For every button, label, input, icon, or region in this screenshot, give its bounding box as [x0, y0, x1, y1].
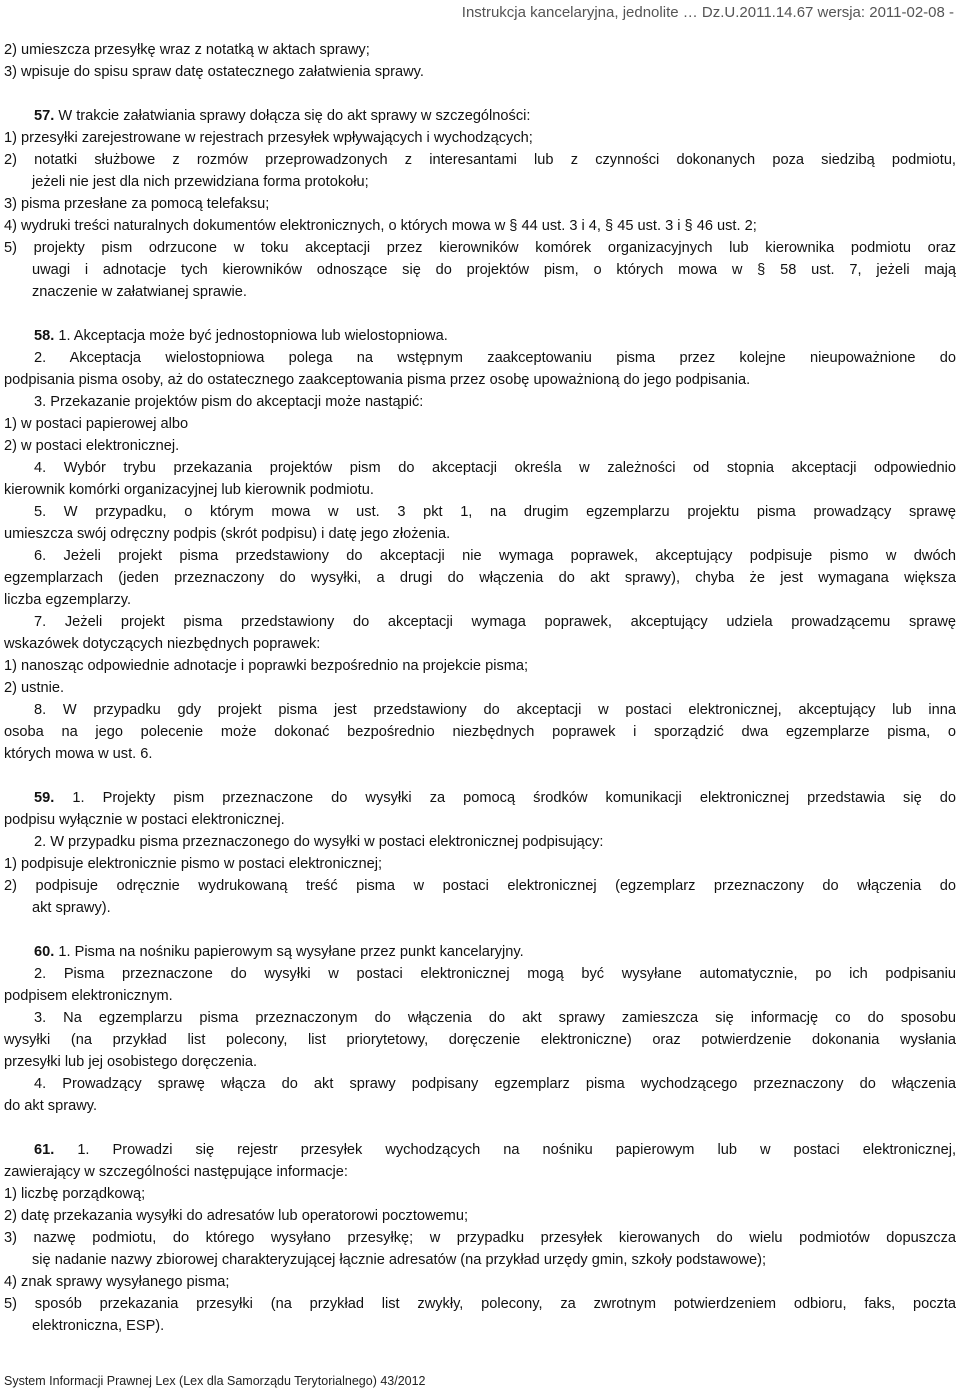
text-line: 2. Pisma przeznaczone do wysyłki w postaci elektronicznej mogą być wysyłane automatycznie, po ich podpisaniu — [34, 966, 956, 982]
section-number: 61. — [34, 1142, 55, 1158]
section-number: 58. — [34, 328, 55, 344]
text-line: do akt sprawy. — [4, 1098, 98, 1114]
text-line: 4. Prowadzący sprawę włącza do akt sprawy podpisany egzemplarz pisma wychodzącego przeznaczony do włączenia — [34, 1076, 956, 1092]
text-line: 4. Wybór trybu przekazania projektów pism do akceptacji określa w zależności od stopnia akceptacji odpowiednio — [34, 460, 956, 476]
text-line: podpisania pisma osoby, aż do ostatecznego zaakceptowania pisma przez osobę upoważnioną do jego podpisania. — [4, 372, 751, 388]
text-line: 1) nanosząc odpowiednie adnotacje i poprawki bezpośrednio na projekcie pisma; — [4, 658, 529, 674]
text-line: akt sprawy). — [32, 900, 111, 916]
text-line: 8. W przypadku gdy projekt pisma jest przedstawiony do akceptacji w postaci elektronicznej, akceptujący lub inna — [34, 702, 956, 718]
text-line: 2) notatki służbowe z rozmów przeprowadzonych z interesantami lub z czynności dokonanych poza siedzibą podmiotu, — [4, 152, 956, 168]
text-line: 6. Jeżeli projekt pisma przedstawiony do akceptacji nie wymaga poprawek, akceptujący podpisuje pismo w dwóch — [34, 548, 956, 564]
text-line: umieszcza swój odręczny podpis (skrót podpisu) i datę jego złożenia. — [4, 526, 451, 542]
text-line: 1. Akceptacja może być jednostopniowa lub wielostopniowa. — [58, 328, 448, 344]
section-58-heading — [4, 325, 956, 347]
section-57-heading — [4, 105, 956, 127]
text-line: 2) podpisuje odręcznie wydrukowaną treść pisma w postaci elektronicznej (egzemplarz przeznaczony do włączenia do — [4, 878, 956, 894]
text-line: egzemplarzach (jeden przeznaczony do wysyłki, a drugi do włączenia do akt sprawy), chyba że jest wymagana większa — [4, 570, 956, 586]
text-line: podpisu wyłącznie w postaci elektronicznej. — [4, 812, 285, 828]
text-line: 2) ustnie. — [4, 680, 65, 696]
text-line: 4) znak sprawy wysyłanego pisma; — [4, 1274, 230, 1290]
text-line: 4) wydruki treści naturalnych dokumentów elektronicznych, o których mowa w § 44 ust. 3 i 4, § 45 ust. 3 i § 46 ust. 2; — [4, 218, 757, 234]
text-line: 1) liczbę porządkową; — [4, 1186, 146, 1202]
text-line: 1. Prowadzi się rejestr przesyłek wychodzących na nośniku papierowym lub w postaci elektronicznej, — [77, 1142, 956, 1158]
text-line: 3) wpisuje do spisu spraw datę ostatecznego załatwienia sprawy. — [4, 64, 424, 80]
text-line: 2. Akceptacja wielostopniowa polega na wstępnym zaakceptowaniu pisma przez kolejne nieupoważnione do — [34, 350, 956, 366]
text-line: wskazówek dotyczących niezbędnych poprawek: — [4, 636, 321, 652]
section-number: 59. — [34, 790, 55, 806]
text-line: 1) podpisuje elektronicznie pismo w postaci elektronicznej; — [4, 856, 383, 872]
section-61-heading — [4, 1139, 956, 1161]
text-line: W trakcie załatwiania sprawy dołącza się do akt sprawy w szczególności: — [58, 108, 531, 124]
section-number: 60. — [34, 944, 55, 960]
page-header: Instrukcja kancelaryjna, jednolite … Dz.U.2011.14.67 wersja: 2011-02-08 - — [461, 4, 954, 21]
text-line: 5) sposób przekazania przesyłki (na przykład list zwykły, polecony, za zwrotnym potwierdzeniem odbioru, faks, poczta — [4, 1296, 956, 1312]
text-line: zawierający w szczególności następujące informacje: — [4, 1164, 348, 1180]
text-line: liczba egzemplarzy. — [4, 592, 132, 608]
text-line: 1. Projekty pism przeznaczone do wysyłki za pomocą środków komunikacji elektronicznej przedstawia się do — [72, 790, 956, 806]
section-59-heading — [4, 787, 956, 809]
text-line: przesyłki lub jej osobistego doręczenia. — [4, 1054, 258, 1070]
text-line: jeżeli nie jest dla nich przewidziana forma protokołu; — [32, 174, 369, 190]
page-footer: System Informacji Prawnej Lex (Lex dla Samorządu Terytorialnego) 43/2012 — [4, 1374, 426, 1388]
text-line: 5. W przypadku, o którym mowa w ust. 3 pkt 1, na drugim egzemplarzu projektu pisma prowadzący sprawę — [34, 504, 956, 520]
text-line: 2) umieszcza przesyłkę wraz z notatką w aktach sprawy; — [4, 42, 370, 58]
text-line: 2) datę przekazania wysyłki do adresatów lub operatorowi pocztowemu; — [4, 1208, 468, 1224]
text-line: znaczenie w załatwianej sprawie. — [32, 284, 247, 300]
text-line: uwagi i adnotacje tych kierowników odnoszące się do projektów pism, o których mowa w § 58 ust. 7, jeżeli mają — [32, 262, 956, 278]
text-line: 7. Jeżeli projekt pisma przedstawiony do akceptacji wymaga poprawek, akceptujący udziela prowadzącemu sprawę — [34, 614, 956, 630]
text-line: 1) w postaci papierowej albo — [4, 416, 189, 432]
text-line: 1) przesyłki zarejestrowane w rejestrach przesyłek wpływających i wychodzących; — [4, 130, 533, 146]
text-line: wysyłki (na przykład list polecony, list priorytetowy, doręczenie elektroniczne) oraz potwierdzenie dokonania wysłania — [4, 1032, 956, 1048]
text-line: elektroniczna, ESP). — [32, 1318, 165, 1334]
text-line: 3. Na egzemplarzu pisma przeznaczonym do włączenia do akt sprawy zamieszcza się informację co do sposobu — [34, 1010, 956, 1026]
text-line: 2. W przypadku pisma przeznaczonego do wysyłki w postaci elektronicznej podpisujący: — [34, 834, 604, 850]
text-line: których mowa w ust. 6. — [4, 746, 153, 762]
text-line: 3. Przekazanie projektów pism do akceptacji może nastąpić: — [34, 394, 424, 410]
text-line: 3) nazwę podmiotu, do którego wysyłano przesyłkę; w przypadku przesyłek kierowanych do wielu podmiotów dopuszcza — [4, 1230, 956, 1246]
text-line: osoba na jego polecenie może dokonać bezpośrednio niezbędnych poprawek i sporządzić dwa egzemplarze pisma, o — [4, 724, 956, 740]
text-line: 5) projekty pism odrzucone w toku akceptacji przez kierowników komórek organizacyjnych lub kierownika podmiotu oraz — [4, 240, 956, 256]
section-number: 57. — [34, 108, 55, 124]
text-line: 2) w postaci elektronicznej. — [4, 438, 180, 454]
text-line: kierownik komórki organizacyjnej lub kierownik podmiotu. — [4, 482, 374, 498]
text-line: podpisem elektronicznym. — [4, 988, 173, 1004]
document-body — [4, 39, 956, 1337]
text-line: 1. Pisma na nośniku papierowym są wysyłane przez punkt kancelaryjny. — [58, 944, 524, 960]
text-line: się nadanie nazwy zbiorowej charakteryzującej łącznie adresatów (na przykład urzędy gmin, szkoły podstawowe); — [32, 1252, 767, 1268]
section-60-heading — [4, 941, 956, 963]
text-line: 3) pisma przesłane za pomocą telefaksu; — [4, 196, 270, 212]
